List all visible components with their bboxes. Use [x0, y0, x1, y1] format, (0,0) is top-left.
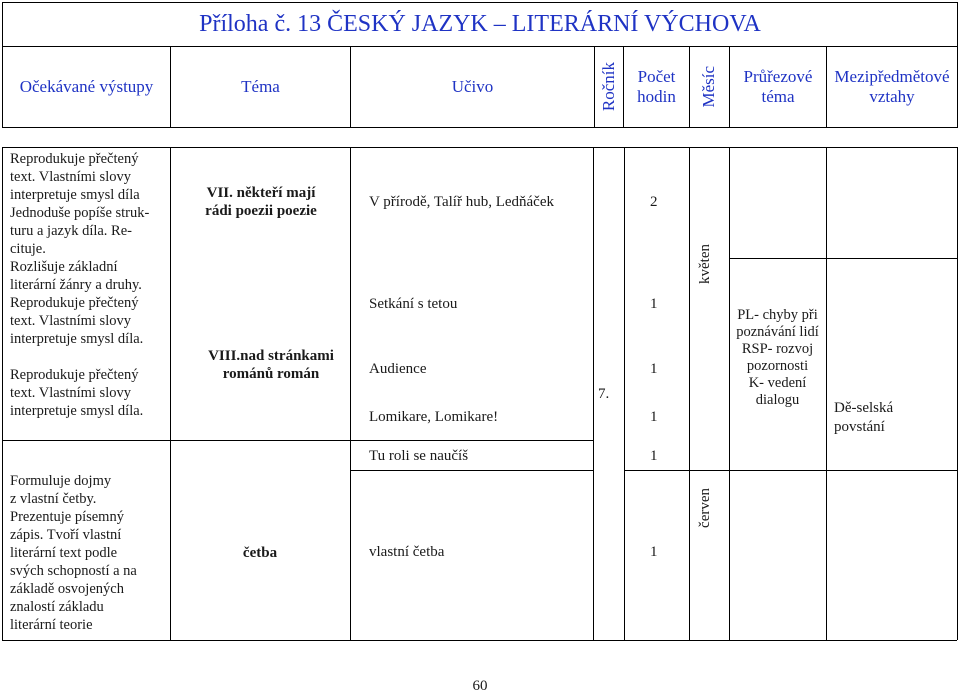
inter-subject-line: Dě-selská [834, 400, 894, 416]
grid-line [350, 440, 593, 441]
topic-poetry: VII. někteří mají rádi poezii poezie [205, 185, 317, 219]
header-inter-subject: Mezipředmětové vztahy [834, 66, 950, 106]
output-line: text. Vlastními slovy [10, 169, 131, 185]
grid-line [170, 147, 171, 640]
hours-value: 1 [650, 361, 658, 377]
grid-line [2, 147, 3, 640]
cross-topic-line: pozornosti [746, 358, 809, 374]
inter-subject-line: povstání [834, 419, 885, 435]
grid-line [170, 440, 350, 441]
curriculum-item: V přírodě, Talíř hub, Ledňáček [369, 194, 555, 210]
cross-topic-line: K- vedení [748, 375, 807, 391]
output-line: cituje. [10, 241, 46, 257]
header-cross-topic: Průřezové téma [730, 47, 827, 127]
grid-line [2, 640, 957, 641]
header-month-cell [690, 47, 730, 127]
cross-topic-line: dialogu [755, 392, 800, 408]
output-line: interpretuje smysl díla. [10, 403, 144, 419]
cross-topic-line: RSP- rozvoj [741, 341, 814, 357]
output-line: Jednoduše popíše struk- [10, 205, 150, 221]
header-expected-outputs: Očekávané výstupy [3, 47, 171, 127]
curriculum-item: Lomikare, Lomikare! [369, 409, 499, 425]
header-curriculum: Učivo [351, 47, 595, 127]
header-grade: Ročník [598, 62, 618, 112]
curriculum-item: vlastní četba [369, 544, 445, 560]
hours-value: 1 [650, 409, 658, 425]
hours-value: 1 [650, 296, 658, 312]
hours-value: 1 [650, 544, 658, 560]
output-line: literární teorie [10, 617, 93, 633]
topic-reading: četba [242, 545, 278, 561]
cross-topic-line: poznávání lidí [736, 324, 819, 340]
month-may: květen [697, 244, 713, 284]
grid-line [624, 147, 625, 640]
output-line: z vlastní četby. [10, 491, 97, 507]
page-number: 60 [472, 678, 488, 694]
output-line: Reprodukuje přečtený [10, 367, 139, 383]
cross-topic [729, 307, 826, 409]
outputs-block-2 [10, 472, 168, 634]
output-line: text. Vlastními slovy [10, 385, 131, 401]
grid-line [729, 258, 826, 259]
curriculum-item: Tu roli se naučíš [369, 448, 469, 464]
page-title: Příloha č. 13 ČESKÝ JAZYK – LITERÁRNÍ VÝCHOVA [199, 11, 761, 37]
output-line: Formuluje dojmy [10, 473, 112, 489]
output-line: literární žánry a druhy. [10, 277, 142, 293]
header-month: Měsíc [699, 66, 719, 108]
output-line: text. Vlastními slovy [10, 313, 131, 329]
grid-line [826, 147, 827, 640]
output-line: Reprodukuje přečtený [10, 295, 139, 311]
grid-line [624, 470, 689, 471]
grid-line [689, 147, 690, 640]
grid-line [2, 147, 957, 148]
header-hours: Počet hodin [624, 47, 690, 127]
table-header [2, 47, 958, 128]
output-line [10, 348, 168, 366]
cross-topic-line: PL- chyby při [737, 307, 818, 323]
outputs-block-1 [10, 150, 168, 420]
hours-value: 2 [650, 194, 658, 210]
topic-novel: VIII.nad stránkami románů román [208, 348, 334, 382]
output-line: interpretuje smysl díla [10, 187, 140, 203]
grid-line [689, 470, 729, 471]
curriculum-item: Setkání s tetou [369, 296, 458, 312]
grid-line [350, 147, 351, 640]
month-june: červen [697, 488, 713, 528]
output-line: Reprodukuje přečtený [10, 151, 139, 167]
output-line: svých schopností a na [10, 563, 137, 579]
grade-value: 7. [598, 386, 610, 402]
grid-line [350, 470, 593, 471]
inter-subject [834, 399, 954, 437]
grid-line [2, 440, 170, 441]
grid-line [729, 470, 826, 471]
header-topic: Téma [171, 47, 351, 127]
output-line: interpretuje smysl díla. [10, 331, 144, 347]
grid-line [593, 147, 594, 640]
output-line: literární text podle [10, 545, 118, 561]
output-line: základě osvojených [10, 581, 124, 597]
curriculum-item: Audience [369, 361, 427, 377]
header-grade-cell [595, 47, 624, 127]
output-line: zápis. Tvoří vlastní [10, 527, 122, 543]
output-line: znalostí základu [10, 599, 104, 615]
hours-value: 1 [650, 448, 658, 464]
grid-line [826, 258, 957, 259]
output-line: turu a jazyk díla. Re- [10, 223, 132, 239]
grid-line [826, 470, 957, 471]
output-line: Rozlišuje základní [10, 259, 118, 275]
output-line: Prezentuje písemný [10, 509, 124, 525]
grid-line [957, 147, 958, 640]
title-band [2, 2, 958, 47]
